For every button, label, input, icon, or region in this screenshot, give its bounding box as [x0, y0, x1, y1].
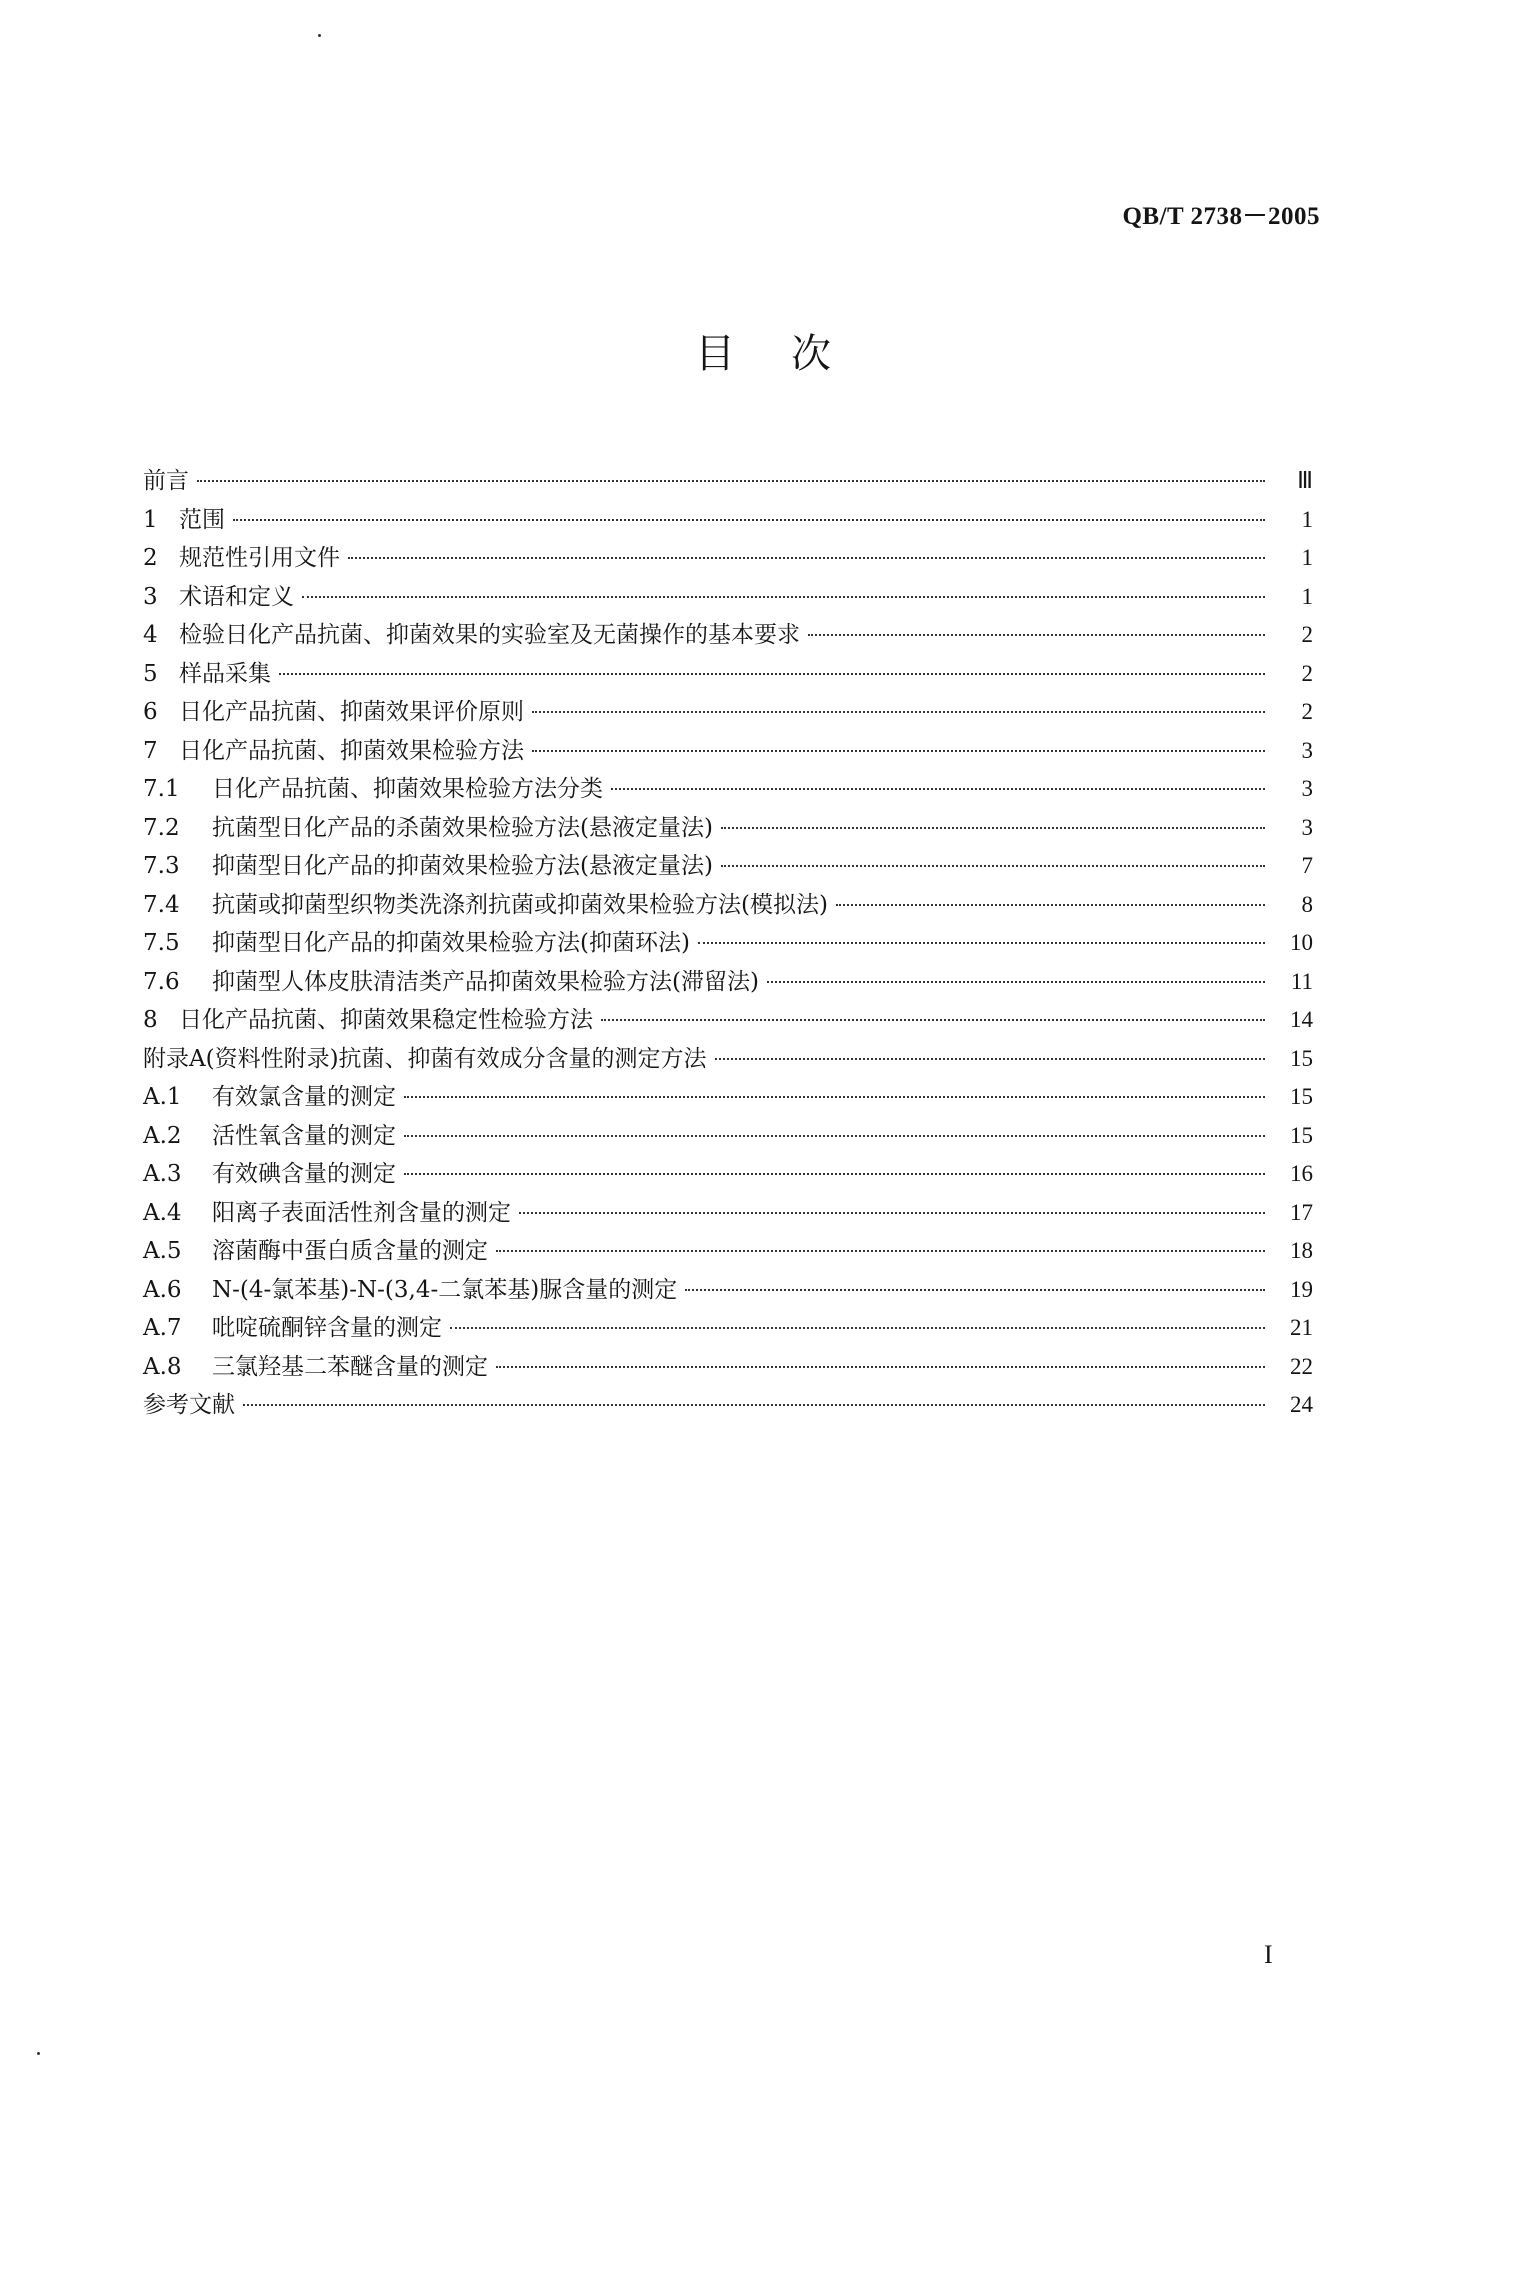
toc-entry-page: 15 [1290, 1084, 1313, 1109]
scan-speck [37, 2052, 40, 2055]
toc-entry-page: 15 [1290, 1045, 1313, 1071]
toc-entry-title: 范围 [179, 506, 225, 533]
toc-entry-page: 1 [1301, 545, 1313, 570]
toc-entry-title: 日化产品抗菌、抑菌效果评价原则 [179, 699, 524, 725]
toc-entry [143, 1155, 1313, 1194]
toc-entry-title: 溶菌酶中蛋白质含量的测定 [212, 1238, 488, 1264]
toc-entry-title: 三氯羟基二苯醚含量的测定 [212, 1353, 488, 1380]
toc-entry [143, 1117, 1313, 1156]
dot-leader [302, 595, 1265, 598]
dot-leader [233, 518, 1265, 521]
toc-entry-title: 日化产品抗菌、抑菌效果检验方法分类 [212, 776, 603, 802]
toc-entry-number: A.8 [143, 1353, 182, 1380]
toc-entry-title: 阳离子表面活性剂含量的测定 [212, 1199, 511, 1226]
toc-entry-title: 抗菌或抑菌型织物类洗涤剂抗菌或抑菌效果检验方法(模拟法) [212, 891, 828, 918]
toc-entry-page: 3 [1301, 737, 1313, 763]
dot-leader [279, 672, 1265, 675]
toc-entry [143, 1232, 1313, 1271]
dot-leader [601, 1018, 1265, 1021]
dot-leader [715, 1057, 1265, 1060]
toc-entry [143, 539, 1313, 578]
toc-entry-page: 15 [1290, 1122, 1313, 1148]
toc-entry-page: 11 [1290, 968, 1313, 994]
toc-entry [143, 1078, 1313, 1117]
toc-entry-number: A.4 [143, 1199, 182, 1226]
toc-entry [143, 809, 1313, 848]
toc-entry-title: 有效氯含量的测定 [212, 1084, 396, 1110]
dot-leader [450, 1326, 1265, 1329]
toc-entry-number: 8 [143, 1007, 158, 1033]
toc-entry-title: 抗菌型日化产品的杀菌效果检验方法(悬液定量法) [212, 814, 713, 841]
toc-entry-page: 7 [1301, 853, 1313, 878]
dot-leader [767, 980, 1265, 983]
toc-entry [143, 462, 1313, 501]
toc-entry-number: A.7 [143, 1315, 182, 1341]
toc-entry-number: 7.5 [143, 930, 180, 956]
toc-entry-title: 吡啶硫酮锌含量的测定 [212, 1315, 442, 1341]
toc-entry-page: 16 [1290, 1161, 1313, 1186]
toc-entry-number: 7.3 [143, 853, 180, 879]
toc-entry-page: 21 [1290, 1315, 1313, 1340]
dot-leader [532, 749, 1265, 752]
dot-leader [532, 710, 1265, 713]
toc-entry-title: N-(4-氯苯基)-N-(3,4-二氯苯基)脲含量的测定 [212, 1276, 678, 1303]
toc-entry-title: 规范性引用文件 [179, 545, 340, 571]
dot-leader [404, 1134, 1265, 1137]
dot-leader [685, 1288, 1265, 1291]
page-title: 目次 [695, 331, 887, 377]
toc-entry-number: A.2 [143, 1122, 182, 1149]
toc-entry-number: 2 [143, 545, 158, 571]
page-number: I [1264, 1940, 1273, 1969]
toc-entry-page: 18 [1290, 1238, 1313, 1263]
toc-entry-title: 样品采集 [179, 660, 271, 687]
toc-entry-title: 前言 [143, 468, 189, 494]
toc-entry-title: 检验日化产品抗菌、抑菌效果的实验室及无菌操作的基本要求 [179, 622, 800, 648]
scan-speck [318, 34, 321, 37]
table-of-contents [143, 462, 1313, 1425]
dot-leader [721, 864, 1265, 867]
toc-entry-number: A.1 [143, 1084, 182, 1110]
toc-entry-number: 6 [143, 699, 158, 725]
toc-entry [143, 1348, 1313, 1387]
toc-entry [143, 1309, 1313, 1348]
dot-leader [808, 633, 1265, 636]
toc-entry [143, 1386, 1313, 1425]
toc-entry-number: 7.4 [143, 891, 180, 918]
toc-entry-page: 10 [1290, 930, 1313, 955]
toc-entry-number: A.5 [143, 1238, 182, 1264]
toc-entry-title: 日化产品抗菌、抑菌效果稳定性检验方法 [179, 1007, 593, 1033]
toc-entry-title: 附录A(资料性附录)抗菌、抑菌有效成分含量的测定方法 [143, 1045, 707, 1072]
dot-leader [611, 787, 1265, 790]
toc-entry-page: 3 [1301, 814, 1313, 840]
toc-entry-page: 14 [1290, 1007, 1313, 1032]
toc-entry [143, 578, 1313, 617]
toc-entry [143, 1271, 1313, 1310]
dot-leader [496, 1365, 1265, 1368]
dot-leader [496, 1249, 1265, 1252]
toc-entry-title: 抑菌型人体皮肤清洁类产品抑菌效果检验方法(滞留法) [212, 968, 759, 995]
toc-entry-page: 3 [1301, 776, 1313, 801]
toc-entry-number: A.6 [143, 1276, 182, 1303]
dot-leader [404, 1172, 1265, 1175]
toc-entry-number: 3 [143, 583, 158, 610]
toc-entry-page: 24 [1290, 1392, 1313, 1417]
toc-entry-page: 17 [1290, 1199, 1313, 1225]
toc-entry-number: 1 [143, 506, 158, 533]
toc-entry-title: 术语和定义 [179, 583, 294, 610]
toc-entry-number: 4 [143, 622, 158, 648]
dot-leader [519, 1211, 1265, 1214]
standard-code: QB/T 2738－2005 [1122, 203, 1320, 230]
dot-leader [243, 1403, 1265, 1406]
toc-entry-title: 日化产品抗菌、抑菌效果检验方法 [179, 737, 524, 764]
toc-entry-number: 7.1 [143, 776, 180, 802]
toc-entry [143, 963, 1313, 1002]
toc-entry [143, 655, 1313, 694]
toc-entry-number: 7.6 [143, 968, 180, 995]
dot-leader [721, 826, 1265, 829]
toc-entry-title: 参考文献 [143, 1392, 235, 1418]
toc-entry-page: 22 [1290, 1353, 1313, 1379]
dot-leader [698, 941, 1265, 944]
toc-entry [143, 616, 1313, 655]
toc-entry-page: Ⅲ [1297, 468, 1313, 493]
toc-entry-title: 抑菌型日化产品的抑菌效果检验方法(悬液定量法) [212, 853, 713, 879]
toc-entry-title: 活性氧含量的测定 [212, 1122, 396, 1149]
toc-entry-number: A.3 [143, 1161, 182, 1187]
toc-entry-number: 7 [143, 737, 158, 764]
toc-entry [143, 1040, 1313, 1079]
toc-entry-page: 2 [1301, 622, 1313, 647]
toc-entry-page: 8 [1301, 891, 1313, 917]
toc-entry-page: 2 [1301, 660, 1313, 686]
toc-entry-number: 5 [143, 660, 158, 687]
dot-leader [197, 479, 1265, 482]
toc-entry [143, 1194, 1313, 1233]
toc-entry [143, 770, 1313, 809]
toc-entry-page: 19 [1290, 1276, 1313, 1302]
toc-entry [143, 886, 1313, 925]
toc-entry [143, 1001, 1313, 1040]
toc-entry [143, 693, 1313, 732]
toc-entry-title: 抑菌型日化产品的抑菌效果检验方法(抑菌环法) [212, 930, 690, 956]
toc-entry-number: 7.2 [143, 814, 180, 841]
dot-leader [348, 556, 1265, 559]
dot-leader [836, 903, 1265, 906]
toc-entry-page: 1 [1301, 583, 1313, 609]
toc-entry-title: 有效碘含量的测定 [212, 1161, 396, 1187]
toc-entry-page: 1 [1301, 506, 1313, 532]
dot-leader [404, 1095, 1265, 1098]
toc-entry [143, 924, 1313, 963]
toc-entry [143, 732, 1313, 771]
toc-entry [143, 501, 1313, 540]
toc-entry-page: 2 [1301, 699, 1313, 724]
toc-entry [143, 847, 1313, 886]
